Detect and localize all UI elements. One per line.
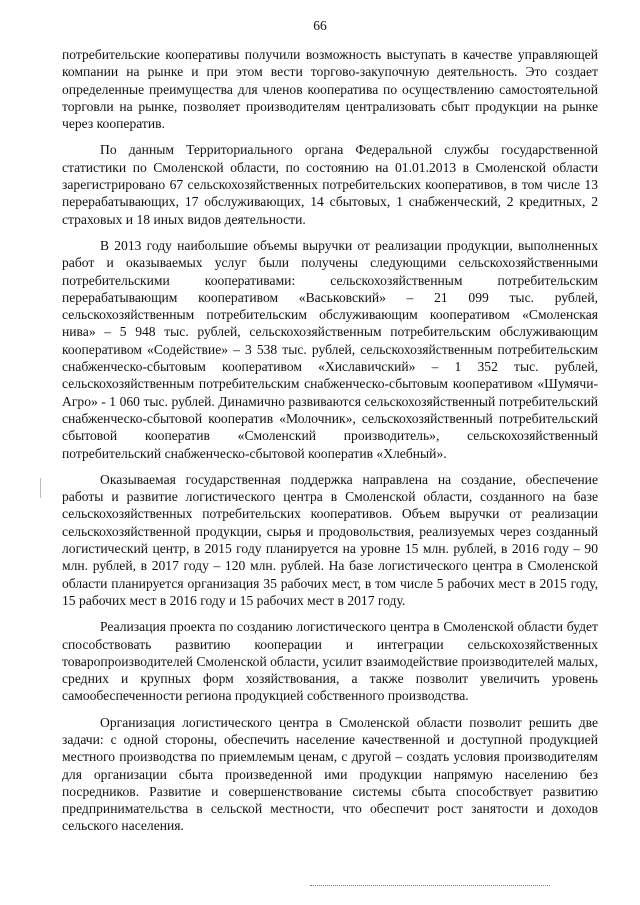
document-body (62, 46, 598, 835)
paragraph-revenue-2013: В 2013 году наибольшие объемы выручки от реализации продукции, выполненных работ и оказываемых услуг были получены следующими сельскохозяйственными потребительскими кооперативами: сельскохозяйственным потребительским перерабатывающим кооперативом «Васьковский» – 21 099 тыс. рублей, сельскохозяйственным потребительским обслуживающим кооперативом «Смоленская нива» – 5 948 тыс. рублей, сельскохозяйственным потребительским обслуживающим кооперативом «Содействие» – 3 538 тыс. рублей, сельскохозяйственным потребительским снабженческо-сбытовым кооперативом «Хиславичский» – 1 352 тыс. рублей, сельскохозяйственным потребительским снабженческо-сбытовым кооперативом «Шумячи-Агро» - 1 060 тыс. рублей. Динамично развиваются сельскохозяйственный потребительский снабженческо-сбытовой кооператив «Молочник», сельскохозяйственный потребительский сбытовой кооператив «Смоленский производитель», сельскохозяйственный потребительский снабженческо-сбытовой кооператив «Хлебный». (62, 237, 598, 461)
paragraph-project-implementation: Реализация проекта по созданию логистического центра в Смоленской области будет способствовать развитию кооперации и интеграции сельскохозяйственных товаропроизводителей Смоленской области, усилит взаимодействие производителей малых, средних и крупных форм хозяйствования, а также позволит увеличить уровень самообеспеченности региона продукцией собственного производства. (62, 619, 598, 704)
paragraph-state-support: Оказываемая государственная поддержка направлена на создание, обеспечение работы и развитие логистического центра в Смоленской области, созданного на базе сельскохозяйственных потребительских кооперативов. Объем выручки от реализации сельскохозяйственной продукции, сырья и продовольствия, реализуемых через созданный логистический центр, в 2015 году планируется на уровне 15 млн. рублей, в 2016 году – 90 млн. рублей, в 2017 году – 120 млн. рублей. На базе логистического центра в Смоленской области планируется организация 35 рабочих мест, в том числе 5 рабочих мест в 2015 году, 15 рабочих мест в 2016 году и 15 рабочих мест в 2017 году. (62, 471, 598, 608)
margin-mark (40, 478, 41, 498)
paragraph-logistics-tasks: Организация логистического центра в Смоленской области позволит решить две задачи: с одной стороны, обеспечить население качественной и доступной продукцией местного производства по приемлемым ценам, с другой – создать условия производителям для организации сбыта произведенной ими продукции напрямую населению без посредников. Развитие и совершенствование системы сбыта способствует развитию предпринимательства в сельской местности, что обеспечит рост занятости и доходов сельского населения. (62, 714, 598, 834)
paragraph-continuation: потребительские кооперативы получили возможность выступать в качестве управляющей компании на рынке и при этом вести торгово-закупочную деятельность. Это создает определенные преимущества для членов кооператива по осуществлению самостоятельной торговли на рынке, позволяет производителям централизовать сбыт продукции на рынке через кооператив. (62, 47, 598, 132)
page-number: 66 (313, 18, 327, 33)
paragraph-statistics: По данным Территориального органа Федеральной службы государственной статистики по Смоленской области, по состоянию на 01.01.2013 в Смоленской области зарегистрировано 67 сельскохозяйственных потребительских кооперативов, в том числе 13 перерабатывающих, 17 обслуживающих, 14 сбытовых, 1 снабженческий, 2 кредитных, 2 страховых и 18 иных видов деятельности. (62, 142, 598, 227)
footer-rule (310, 885, 550, 886)
